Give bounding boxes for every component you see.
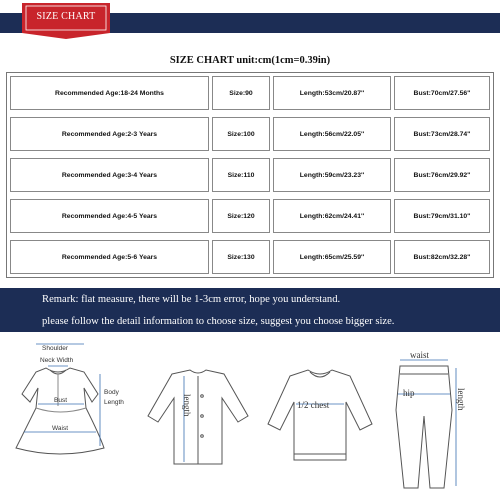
bust-cell: Bust:79cm/31.10'' [394, 199, 490, 233]
size-cell: Size:120 [212, 199, 270, 233]
measurement-diagrams [0, 336, 500, 500]
remark-line-2: please follow the detail information to choose size, suggest you choose bigger size. [42, 316, 395, 327]
shirt-illustration [148, 370, 248, 464]
length-cell: Length:56cm/22.05'' [273, 117, 391, 151]
length-cell: Length:65cm/25.59'' [273, 240, 391, 274]
shirt-length-label: length [182, 394, 192, 417]
age-cell: Recommended Age:4-5 Years [10, 199, 209, 233]
size-table [6, 72, 494, 278]
badge-label: SIZE CHART [36, 11, 96, 22]
size-cell: Size:100 [212, 117, 270, 151]
pants-measure-lines [398, 360, 456, 486]
length-cell: Length:62cm/24.41'' [273, 199, 391, 233]
chest-label: 1/2 chest [297, 400, 330, 410]
age-cell: Recommended Age:3-4 Years [10, 158, 209, 192]
size-cell: Size:110 [212, 158, 270, 192]
table-row [7, 196, 493, 237]
bust-label: Bust [54, 397, 68, 404]
diagrams-svg [0, 336, 500, 500]
age-cell: Recommended Age:5-6 Years [10, 240, 209, 274]
table-row [7, 73, 493, 114]
size-cell: Size:90 [212, 76, 270, 110]
bust-cell: Bust:70cm/27.56'' [394, 76, 490, 110]
remark-line-1: Remark: flat measure, there will be 1-3cm error, hope you understand. [42, 294, 341, 305]
bust-cell: Bust:73cm/28.74'' [394, 117, 490, 151]
length-cell: Length:59cm/23.23'' [273, 158, 391, 192]
shoulder-label: Shoulder [42, 345, 69, 352]
age-cell: Recommended Age:18-24 Months [10, 76, 209, 110]
bust-cell: Bust:76cm/29.92'' [394, 158, 490, 192]
page-title: SIZE CHART unit:cm(1cm=0.39in) [169, 55, 331, 66]
length-label: Length [104, 399, 124, 406]
table-row [7, 237, 493, 278]
sweater-illustration [268, 370, 372, 460]
waist-label: Waist [52, 425, 69, 432]
waist-pants-label: waist [410, 350, 429, 360]
dress-illustration [16, 368, 104, 454]
remark-banner [0, 288, 500, 332]
body-label: Body [104, 389, 119, 396]
age-cell: Recommended Age:2-3 Years [10, 117, 209, 151]
size-cell: Size:130 [212, 240, 270, 274]
bust-cell: Bust:82cm/32.28'' [394, 240, 490, 274]
pants-length-label: length [456, 388, 466, 411]
hip-label: hip [403, 388, 415, 398]
table-row [7, 114, 493, 155]
table-row [7, 155, 493, 196]
length-cell: Length:53cm/20.87'' [273, 76, 391, 110]
pants-illustration [396, 366, 452, 488]
neck-width-label: Neck Width [40, 357, 74, 364]
